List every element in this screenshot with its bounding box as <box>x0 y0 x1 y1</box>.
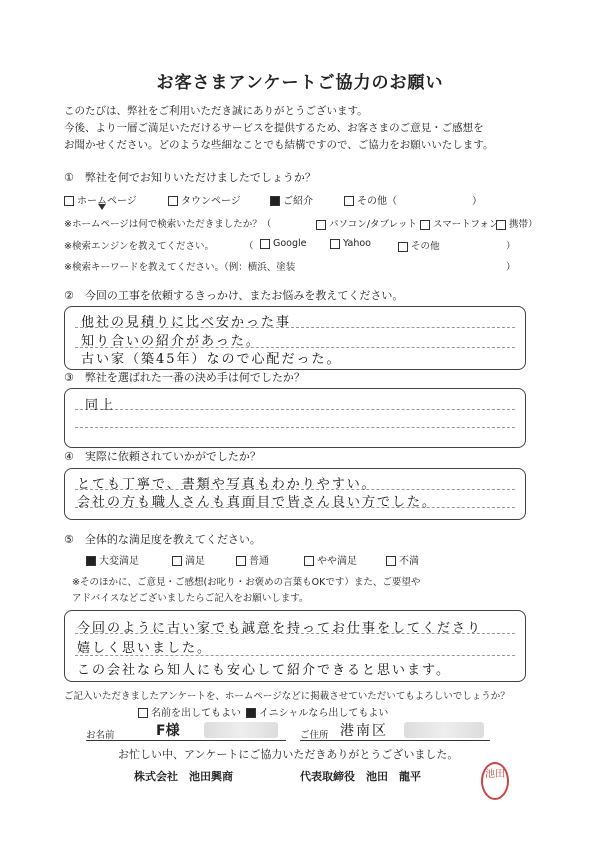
engine-yahoo[interactable]: Yahoo <box>330 238 371 249</box>
q5-question: ⑤ 全体的な満足度を教えてください。 <box>64 533 261 546</box>
keyword-close-paren: ） <box>506 262 516 273</box>
q3-question: ③ 弊社を選ばれた一番の決め手は何でしたか？ <box>64 371 305 384</box>
q1-option-referral[interactable]: ご紹介 <box>270 192 313 207</box>
company-name: 株式会社 池田興商 <box>134 770 233 783</box>
checkbox-checked-icon <box>86 556 96 566</box>
q5-answer-line: この会社なら知人にも安心して紹介できると思います。 <box>77 663 451 678</box>
q5-note: ※そのほかに、ご意見・ご感想(お叱り・お褒めの言葉もOKです）また、ご要望や アドバイスなどございましたらご記入をお願いします。 <box>72 577 421 604</box>
checkbox-icon <box>316 220 326 230</box>
address-label: ご住所 <box>300 730 329 741</box>
engine-other[interactable]: その他 <box>398 238 440 252</box>
address-value: 港南区 <box>340 723 388 739</box>
consent-option-name[interactable]: 名前を出してもよい <box>138 704 241 719</box>
q4-question: ④ 実際に依頼されていかがでしたか？ <box>64 450 261 463</box>
name-row[interactable] <box>86 720 286 741</box>
q1-option-townpage[interactable]: タウンページ <box>168 192 241 207</box>
q5-option-somewhat[interactable]: やや満足 <box>304 552 357 567</box>
q1-keyword: ※検索キーワードを教えてください。（例：横浜、塗装 ） <box>64 259 554 273</box>
device-mobile[interactable]: 携帯） <box>496 216 538 230</box>
seal-stamp: 池田 <box>481 762 509 800</box>
q1-engine: ※検索エンジンを教えてください。 （ Google Yahoo その他 ） <box>64 238 516 252</box>
q4-answer-line: 会社の方も職人さんも真面目で皆さん良い方でした。 <box>77 495 438 510</box>
q5-option-normal[interactable]: 普通 <box>236 552 269 567</box>
q2-answer-line: 古い家（築45年）なので心配だった。 <box>81 352 342 367</box>
redacted-name <box>204 722 278 738</box>
q3-answer-line: 同上 <box>85 398 116 413</box>
device-pc[interactable]: パソコン/タブレット <box>316 216 417 230</box>
q5-option-satisfied[interactable]: 満足 <box>172 552 205 567</box>
q5-option-unsatisfied[interactable]: 不満 <box>386 552 419 567</box>
checkbox-icon[interactable] <box>344 196 354 206</box>
q1-option-other[interactable]: その他（ <box>344 192 397 207</box>
address-row[interactable] <box>300 720 490 741</box>
device-smartphone[interactable]: スマートフォン <box>420 216 499 230</box>
checkbox-checked-icon[interactable] <box>270 196 280 206</box>
engine-open-paren: （ <box>244 241 254 252</box>
q1-question: ① 弊社を何でお知りいただけましたでしょうか？ <box>64 171 316 184</box>
q3-answer-box[interactable] <box>64 388 526 448</box>
q2-answer-line: 知り合いの紹介があった。 <box>81 334 261 349</box>
arrow-down-icon <box>98 204 106 210</box>
consent-option-initial[interactable]: イニシャルなら出してもよい <box>246 704 388 719</box>
consent-text: ご記入いただきましたアンケートを、ホームページなどに掲載させていただいてもよろしいでしょうか？ <box>64 691 510 702</box>
name-label: お名前 <box>86 730 115 741</box>
q5-answer-line: 今回のように古い家でも誠意を持ってお仕事をしてくださり <box>77 621 483 636</box>
engine-google[interactable]: Google <box>260 238 307 249</box>
q2-answer-box[interactable] <box>64 306 526 370</box>
checkbox-icon <box>260 239 270 249</box>
engine-close-paren: ） <box>506 241 516 252</box>
checkbox-icon <box>398 242 408 252</box>
q2-answer-line: 他社の見積りに比べ安かった事 <box>81 315 292 330</box>
redacted-address <box>404 722 484 738</box>
checkbox-icon <box>304 556 314 566</box>
q1-option-hp[interactable]: ホームページ <box>64 192 137 207</box>
checkbox-icon[interactable] <box>168 196 178 206</box>
representative: 代表取締役 池田 龍平 <box>300 770 421 783</box>
intro-text: このたびは、弊社をご利用いただき誠にありがとうございます。 今後、より一層ご満足いただけるサービスを提供するため、お客さまのご意見・ご感想を お聞かせください。どのような些細なことでも結構ですので、ご協力をお願いいたします。 <box>64 105 494 151</box>
q4-answer-box[interactable] <box>64 468 526 520</box>
q2-question: ② 今回の工事を依頼するきっかけ、またお悩みを教えてください。 <box>64 289 404 302</box>
checkbox-icon <box>236 556 246 566</box>
q5-answer-line: 嬉しく思いました。 <box>77 641 213 656</box>
name-value: F様 <box>156 723 180 739</box>
checkbox-icon <box>420 220 430 230</box>
checkbox-checked-icon <box>246 708 256 718</box>
q1-hp-search: ※ホームページは何で検索いただきましたか？（ パソコン/タブレット スマートフォン 携帯） <box>64 216 554 230</box>
checkbox-icon <box>496 220 506 230</box>
checkbox-icon <box>386 556 396 566</box>
page-title: お客さまアンケートご協力のお願い <box>156 73 444 93</box>
q5-answer-box[interactable] <box>64 610 526 682</box>
q5-option-very-satisfied[interactable]: 大変満足 <box>86 552 139 567</box>
thanks-text: お忙しい中、アンケートにご協力いただきありがとうございました。 <box>118 748 459 761</box>
checkbox-icon <box>172 556 182 566</box>
checkbox-icon <box>138 708 148 718</box>
checkbox-icon[interactable] <box>64 196 74 206</box>
q1-close-paren: ） <box>472 196 482 207</box>
q4-answer-line: とても丁寧で、書類や写真もわかりやすい。 <box>77 477 377 492</box>
checkbox-icon <box>330 239 340 249</box>
